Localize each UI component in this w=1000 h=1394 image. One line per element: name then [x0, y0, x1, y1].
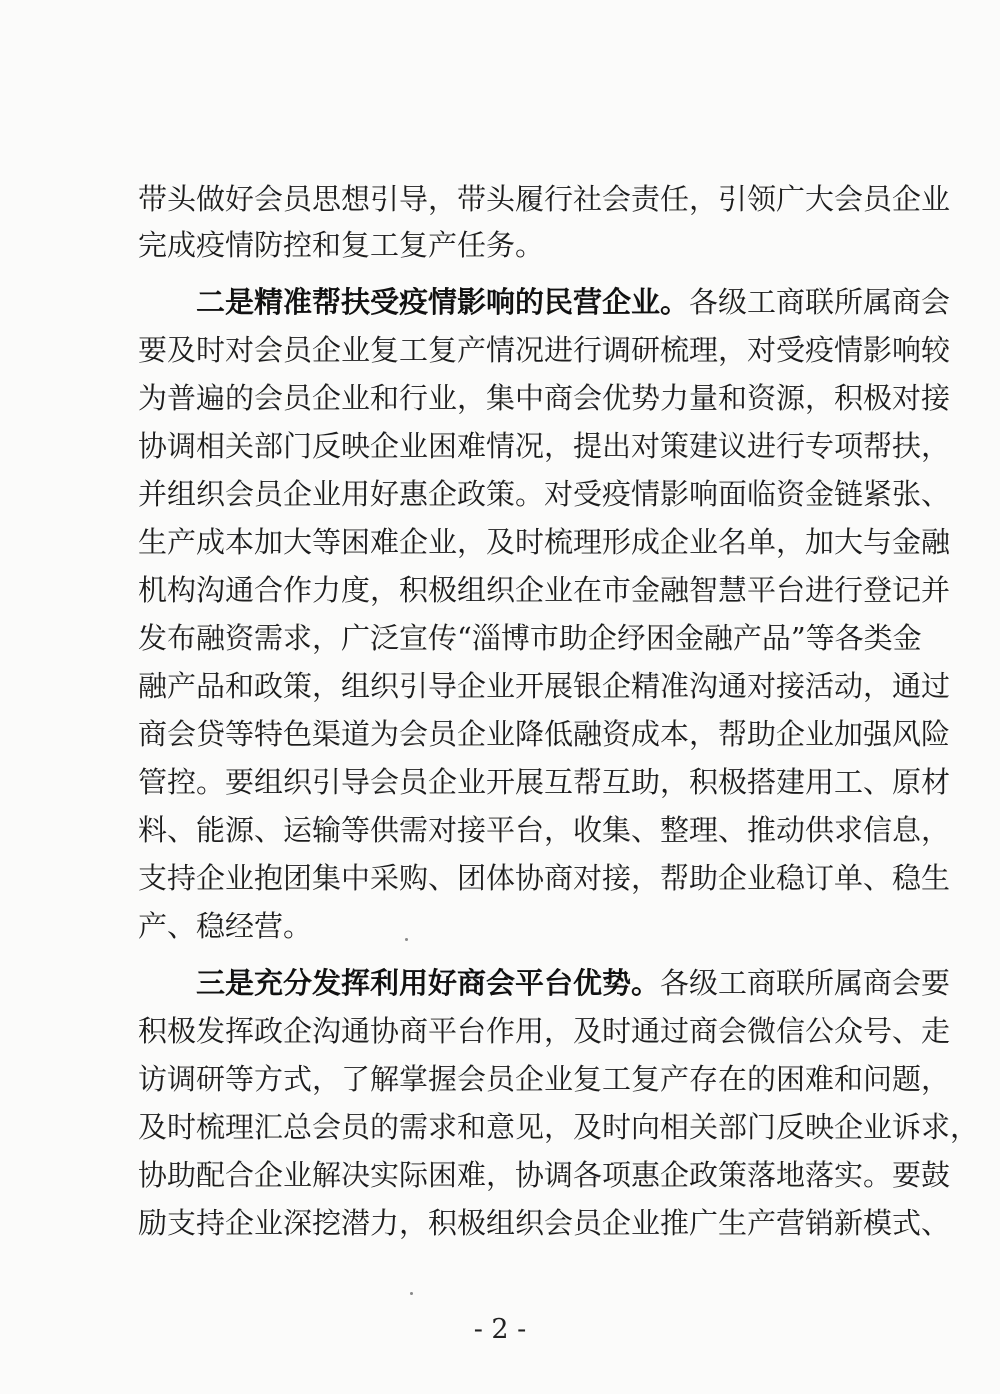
- text-line-14: 料、能源、运输等供需对接平台，收集、整理、推动供求信息，: [138, 813, 951, 847]
- text-line-5: 为普遍的会员企业和行业，集中商会优势力量和资源，积极对接: [138, 381, 951, 415]
- paragraph-3-heading: 三是充分发挥利用好商会平台优势。: [196, 966, 661, 1000]
- text-line-16: 产、稳经营。: [138, 909, 313, 943]
- text-line-11: 融产品和政策，组织引导企业开展银企精准沟通对接活动，通过: [138, 669, 951, 703]
- text-line-21: 协助配合企业解决实际困难，协调各项惠企政策落地落实。要鼓: [138, 1158, 951, 1192]
- text-line-7: 并组织会员企业用好惠企政策。对受疫情影响面临资金链紧张、: [138, 477, 951, 511]
- scan-speck: [405, 938, 408, 941]
- paragraph-2-first-line: 二是精准帮扶受疫情影响的民营企业。各级工商联所属商会: [196, 285, 951, 319]
- text-line-9: 机构沟通合作力度，积极组织企业在市金融智慧平台进行登记并: [138, 573, 951, 607]
- paragraph-2-heading: 二是精准帮扶受疫情影响的民营企业。: [196, 285, 690, 319]
- text-line-1: 带头做好会员思想引导，带头履行社会责任，引领广大会员企业: [138, 182, 951, 216]
- text-line-22: 励支持企业深挖潜力，积极组织会员企业推广生产营销新模式、: [138, 1206, 951, 1240]
- text-line-19: 访调研等方式，了解掌握会员企业复工复产存在的困难和问题，: [138, 1062, 951, 1096]
- text-line-2: 完成疫情防控和复工复产任务。: [138, 228, 545, 262]
- text-line-12: 商会贷等特色渠道为会员企业降低融资成本，帮助企业加强风险: [138, 717, 951, 751]
- scan-speck: [410, 1292, 413, 1295]
- text-line-10: 发布融资需求，广泛宣传“淄博市助企纾困金融产品”等各类金: [138, 621, 922, 655]
- paragraph-3-first-line: 三是充分发挥利用好商会平台优势。各级工商联所属商会要: [196, 966, 951, 1000]
- text-line-4: 要及时对会员企业复工复产情况进行调研梳理，对受疫情影响较: [138, 333, 951, 367]
- page-number: - 2 -: [473, 1314, 527, 1345]
- text-line-20: 及时梳理汇总会员的需求和意见，及时向相关部门反映企业诉求，: [138, 1110, 980, 1144]
- text-line-15: 支持企业抱团集中采购、团体协商对接，帮助企业稳订单、稳生: [138, 861, 951, 895]
- text-line-13: 管控。要组织引导会员企业开展互帮互助，积极搭建用工、原材: [138, 765, 951, 799]
- text-line-6: 协调相关部门反映企业困难情况，提出对策建议进行专项帮扶，: [138, 429, 951, 463]
- text-line-18: 积极发挥政企沟通协商平台作用，及时通过商会微信公众号、走: [138, 1014, 951, 1048]
- text-line-8: 生产成本加大等困难企业，及时梳理形成企业名单，加大与金融: [138, 525, 951, 559]
